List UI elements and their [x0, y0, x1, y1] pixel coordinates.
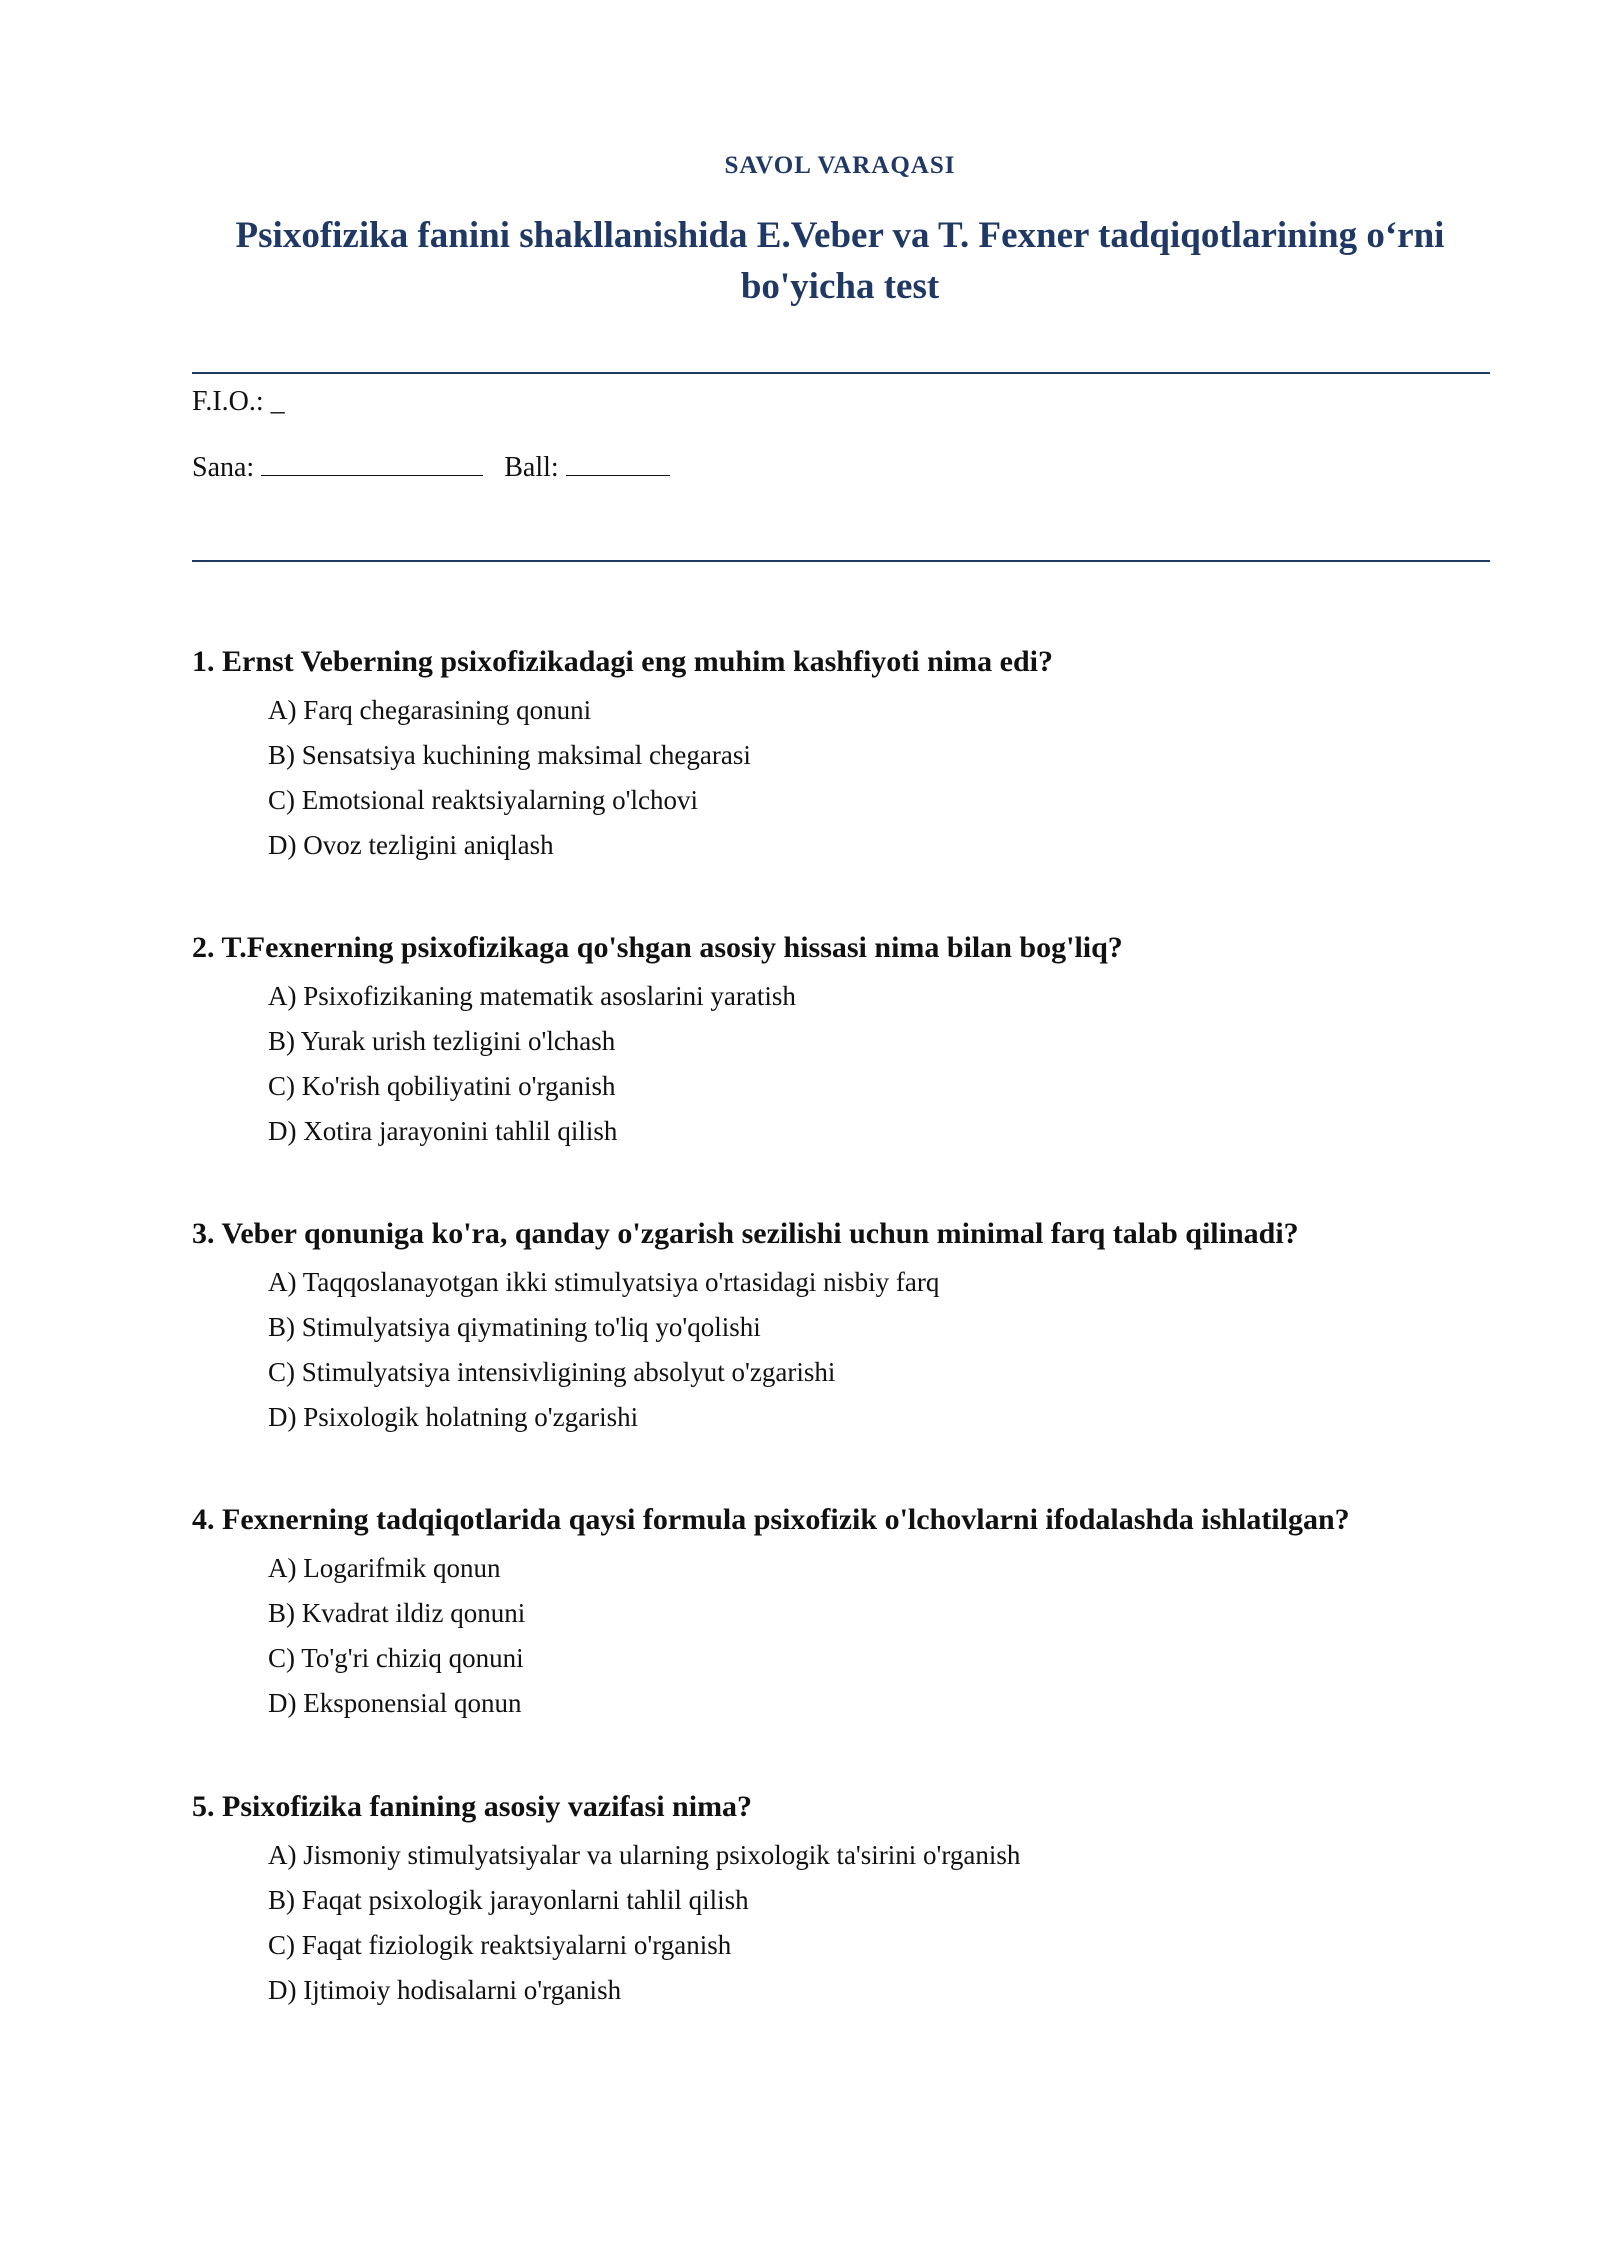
option-a[interactable]: A) Jismoniy stimulyatsiyalar va ularning psixologik ta'sirini o'rganish — [268, 1840, 1021, 1870]
sheet-label: SAVOL VARAQASI — [724, 152, 956, 179]
option-a[interactable]: A) Farq chegarasining qonuni — [268, 695, 592, 725]
option-c[interactable]: C) Emotsional reaktsiyalarning o'lchovi — [268, 785, 699, 815]
option-list — [192, 688, 1512, 868]
question-2 — [192, 928, 1512, 1154]
option-d[interactable]: D) Ijtimoiy hodisalarni o'rganish — [268, 1975, 622, 2005]
ball-blank[interactable] — [566, 453, 670, 476]
option-d[interactable]: D) Xotira jarayonini tahlil qilish — [268, 1116, 618, 1146]
option-list — [192, 1833, 1512, 2013]
question-5 — [192, 1787, 1512, 2013]
question-1 — [192, 642, 1512, 868]
option-list — [192, 974, 1512, 1154]
option-a[interactable]: A) Psixofizikaning matematik asoslarini yaratish — [268, 981, 796, 1011]
sana-blank[interactable] — [261, 453, 483, 476]
question-text: 4. Fexnerning tadqiqotlarida qaysi formula psixofizik o'lchovlarni ifodalashda ishlatilgan? — [192, 1503, 1350, 1536]
fio-label: F.I.O.: — [192, 386, 264, 417]
option-b[interactable]: B) Stimulyatsiya qiymatining to'liq yo'qolishi — [268, 1312, 761, 1342]
question-text: 1. Ernst Veberning psixofizikadagi eng muhim kashfiyoti nima edi? — [192, 645, 1053, 678]
question-3 — [192, 1214, 1512, 1440]
top-divider — [192, 372, 1490, 374]
option-d[interactable]: D) Psixologik holatning o'zgarishi — [268, 1402, 639, 1432]
option-list — [192, 1546, 1512, 1726]
option-c[interactable]: C) Stimulyatsiya intensivligining absolyut o'zgarishi — [268, 1357, 836, 1387]
page-title: Psixofizika fanini shakllanishida E.Veber va T. Fexner tadqiqotlarining o‘rni bo'yicha test — [235, 215, 1445, 307]
question-text: 5. Psixofizika fanining asosiy vazifasi nima? — [192, 1790, 753, 1823]
option-b[interactable]: B) Kvadrat ildiz qonuni — [268, 1598, 526, 1628]
option-list — [192, 1260, 1512, 1440]
bottom-divider — [192, 560, 1490, 562]
option-b[interactable]: B) Sensatsiya kuchining maksimal chegarasi — [268, 740, 751, 770]
question-text: 3. Veber qonuniga ko'ra, qanday o'zgarish sezilishi uchun minimal farq talab qilinadi? — [192, 1217, 1299, 1250]
fio-value[interactable]: _ — [270, 386, 285, 417]
question-4 — [192, 1500, 1512, 1726]
option-c[interactable]: C) Ko'rish qobiliyatini o'rganish — [268, 1071, 616, 1101]
fio-field[interactable] — [192, 386, 285, 418]
option-a[interactable]: A) Logarifmik qonun — [268, 1553, 501, 1583]
option-c[interactable]: C) To'g'ri chiziq qonuni — [268, 1643, 524, 1673]
option-a[interactable]: A) Taqqoslanayotgan ikki stimulyatsiya o'rtasidagi nisbiy farq — [268, 1267, 940, 1297]
sana-label: Sana: — [192, 452, 255, 483]
option-b[interactable]: B) Yurak urish tezligini o'lchash — [268, 1026, 616, 1056]
option-d[interactable]: D) Eksponensial qonun — [268, 1688, 522, 1718]
option-c[interactable]: C) Faqat fiziologik reaktsiyalarni o'rganish — [268, 1930, 732, 1960]
date-score-row — [192, 452, 670, 484]
ball-label: Ball: — [504, 452, 559, 483]
question-text: 2. T.Fexnerning psixofizikaga qo'shgan asosiy hissasi nima bilan bog'liq? — [192, 931, 1123, 964]
option-d[interactable]: D) Ovoz tezligini aniqlash — [268, 830, 554, 860]
option-b[interactable]: B) Faqat psixologik jarayonlarni tahlil qilish — [268, 1885, 749, 1915]
